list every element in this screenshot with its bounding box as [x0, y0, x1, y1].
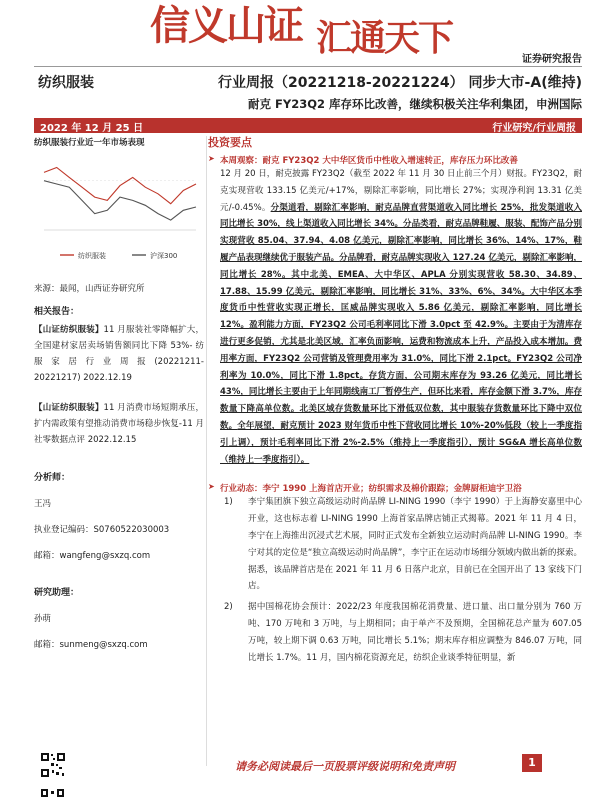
related-report-item[interactable]	[34, 400, 204, 448]
para-text: 12 月 20 日，耐克披露 FY23Q2（截至 2022 年 11 月 30 日止前三个月）财报。FY23Q2，耐克实现营收 133.15 亿美元/+17%，剔除汇率影响，同比增长 27%；实现净利润 13.31 亿美元/-0.45%。	[220, 169, 582, 213]
analyst-email[interactable]: 邮箱：wangfeng@sxzq.com	[34, 551, 151, 561]
brand-logo-main: 信义山证	[150, 2, 302, 49]
para-text: 分品牌看，耐克品牌实现收入 127.24 亿美元，剔除汇率影响，同比增长 28%。其中北美、EMEA、大中华区、APLA 分别实现营收 58.30、34.89、17.88、15.99 亿美元，剔除汇率影响，同比增长 31%、33%、6%、34%。大中华区本季度货币中性营收实现正增长，匡威品牌实现收入 5.86 亿美元，剔除汇率影响，同比增长 12%。	[220, 252, 582, 331]
footer	[0, 758, 600, 800]
item-number: 2)	[224, 602, 233, 613]
bullet-paragraph	[208, 166, 582, 468]
bullet-heading: ➤ 行业动态：李宁 1990 上海首店开业；纺织需求及棉价跟踪；金牌厨柜迪宇卫浴	[208, 482, 582, 494]
para-text: 盈利能力方面，FY23Q2 公司毛利率同比下滑 3.0pct 至 42.9%。主要由于为清库存进行更多促销，尤其是北美区域，汇率负面影响，运费和物流成本上升，产品投入成本增加。费用率方面，FY23Q2 公司营销及管理费用率为 31.0%，同比下滑 2.1pct。FY23Q2 公司净利率为 10.0%，同比下滑 1.8pct。	[220, 320, 582, 381]
related-report-text: 11 月服装社零降幅扩大，全国建材家居卖场销售额同比下降 53%- 纺 服 家 居 行 业 周 报 (20221211-20221217) 2022.12.19	[34, 325, 204, 383]
para-text: 全年展望，耐克预计 2023 财年货币中性下营收同比增长 10%-20%低段（较上一季度指引上调），预计毛利率同比下滑 2%-2.5%（维持上一季度指引），预计 SG&A 增长高单位数（维持上一季度指引）。	[220, 420, 582, 465]
para-text: 分渠道看，剔除汇率影响，耐克品牌直营渠道收入同比增长 25%，批发渠道收入同比增长 30%，线上渠道收入同比增长 34%。	[220, 202, 582, 230]
chart-source: 来源：最闻，山西证券研究所	[34, 284, 145, 294]
report-type: 证券研究报告	[522, 54, 582, 65]
column-divider	[206, 136, 207, 766]
page-number: 1	[522, 754, 542, 772]
assistant-name: 孙萌	[34, 614, 52, 624]
para-text: 分品类看，耐克品牌鞋履、服装、配饰产品分别实现营收 85.04、37.94、4.08 亿美元，剔除汇率影响，同比增长 36%、14%、17%，鞋履产品表现继续优于服装产品。	[220, 219, 582, 263]
item-text: 李宁集团旗下独立高级运动时尚品牌 LI-NING 1990（李宁 1990）于上海静安嘉里中心开业，这也标志着 LI-NING 1990 上海首家品牌店铺正式揭幕。2021 年 11 月 4 日，李宁在上海推出沉浸式艺术展，同时正式发布全新独立运动时尚品牌 LI-NING 1990。李宁对其的定位是“独立高级运动时尚品牌”，李宁正在运动市场细分领域内做出新的探索。据悉，该品牌首店是在 2021 年 11 月 6 日落户北京，目前已在全国开出了 13 家线下门店。	[248, 497, 582, 592]
qr-code-icon[interactable]	[40, 788, 66, 798]
related-report-tag: 【山证纺织服装】	[34, 325, 104, 335]
date-bar	[34, 118, 582, 133]
item-number: 1)	[224, 497, 233, 508]
assistant-title: 研究助理：	[34, 588, 80, 598]
series-line-textile	[44, 168, 196, 204]
item-text: 据中国棉花协会预计：2022/23 年度我国棉花消费量、进口量、出口量分别为 760 万吨、170 万吨和 3 万吨，与上期相同；由于单产不及预期，全国棉花总产量为 607.05 万吨，较上期下调 0.63 万吨，同比增长 5.1%；期末库存相应调整为 846.07 万吨，同比增长 1.7%。11 月，国内棉花资源充足，纺织企业谈季特征明显，新	[248, 602, 582, 663]
related-report-item[interactable]	[34, 322, 204, 386]
numbered-item	[208, 599, 582, 666]
section-title: 投资要点	[208, 136, 252, 149]
brand-logo-sub: 汇通天下	[316, 17, 453, 59]
sidebar	[34, 136, 204, 650]
numbered-item	[208, 494, 582, 595]
para-text: 存货方面，公司期末库存为 93.26 亿美元，同比增长 43%，同比增长主要由于上年同期线南工厂暂停生产，但环比来看，库存金额下滑 3.7%，库存数量下降高单位数。北美区域存货数量环比下滑低双位数，其中服装存货数量环比下降中双位数。	[220, 370, 582, 431]
performance-chart	[34, 150, 204, 268]
related-report-tag: 【山证纺织服装】	[34, 403, 104, 413]
analyst-cert: 执业登记编码：S0760522030003	[34, 525, 170, 535]
performance-chart-svg	[34, 150, 204, 268]
report-subtitle: 耐克 FY23Q2 库存环比改善，继续积极关注华利集团，申洲国际	[248, 97, 582, 111]
bullet-heading: ➤ 本周观察：耐克 FY23Q2 大中华区货币中性收入增速转正，库存压力环比改善	[208, 154, 582, 166]
header-divider	[34, 66, 582, 67]
analyst-name: 王冯	[34, 499, 52, 509]
assistant-email[interactable]: 邮箱：sunmeng@sxzq.com	[34, 640, 148, 650]
analyst-title: 分析师：	[34, 473, 71, 483]
chart-title: 纺织服装行业近一年市场表现	[34, 138, 145, 148]
report-date: 2022 年 12 月 25 日	[40, 123, 144, 134]
related-reports-title: 相关报告：	[34, 307, 80, 317]
report-title: 行业周报（20221218-20221224） 同步大市-A(维持)	[218, 75, 582, 91]
legend-label: 沪深300	[150, 252, 178, 260]
industry-label: 纺织服装	[38, 75, 94, 91]
main-content	[208, 134, 582, 666]
report-category: 行业研究/行业周报	[492, 123, 576, 134]
related-report-text: 11 月消费市场短期承压，扩内需政策有望推动消费市场稳步恢复-11 月社零数据点评 2022.12.15	[34, 403, 204, 445]
disclaimer: 请务必阅读最后一页股票评级说明和免责声明	[235, 760, 455, 773]
qr-code-icon[interactable]	[40, 752, 66, 778]
legend-label: 纺织服装	[78, 252, 106, 260]
